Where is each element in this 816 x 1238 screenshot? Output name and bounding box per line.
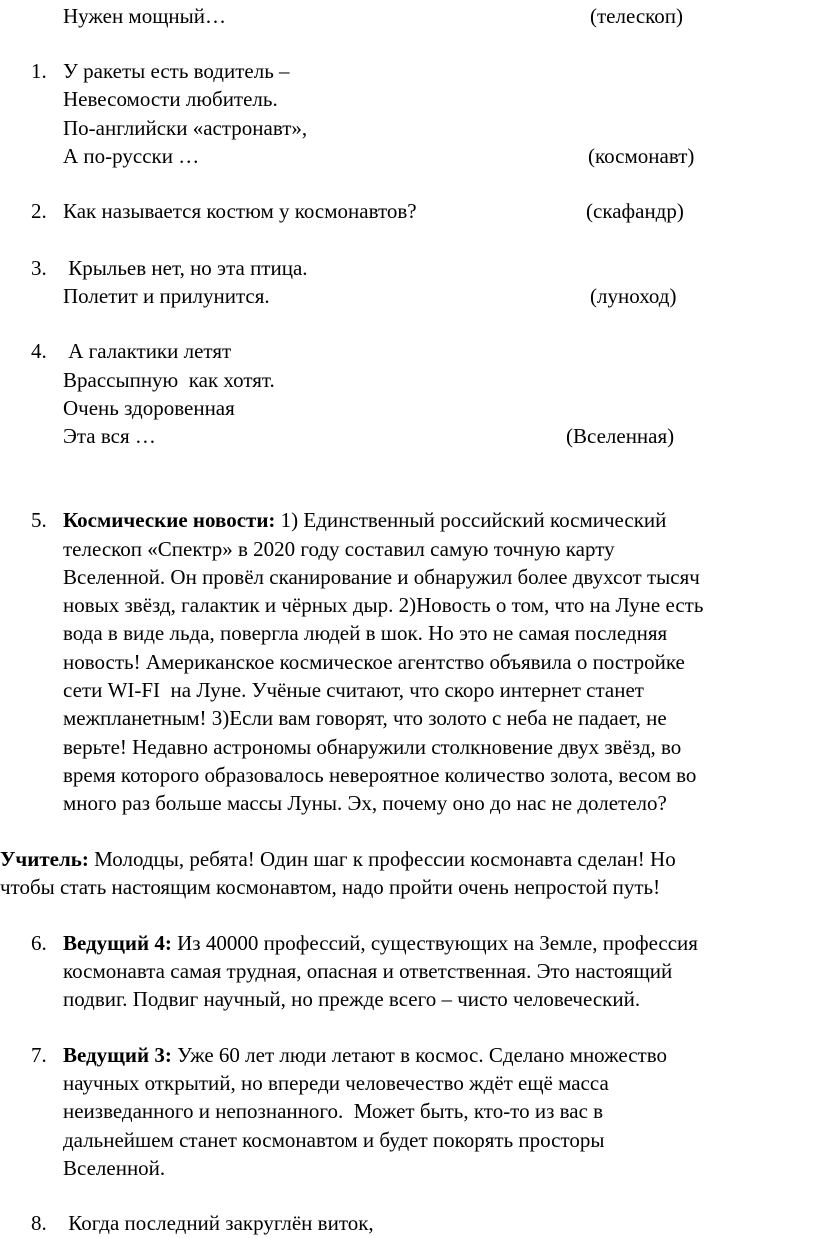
news-line: телескоп «Спектр» в 2020 году составил самую точную карту (63, 537, 615, 561)
news-text: 1) Единственный российский космический (275, 508, 667, 532)
news-number: 5. (31, 508, 47, 532)
news-line: сети WI-FI на Луне. Учёные считают, что скоро интернет станет (63, 678, 644, 702)
host3-line: неизведанного и непознанного. Может быть, кто-то из вас в (63, 1099, 604, 1123)
host4-line: космонавта самая трудная, опасная и ответственная. Это настоящий (63, 959, 673, 983)
host3-line: научных открытий, но впереди человечество ждёт ещё масса (63, 1071, 609, 1095)
riddle-4-line: Очень здоровенная (63, 396, 235, 420)
host3-number: 7. (31, 1043, 47, 1067)
news-line: много раз больше массы Луны. Эх, почему оно до нас не долетело? (63, 791, 667, 815)
host3-line: дальнейшем станет космонавтом и будет покорять просторы (63, 1128, 605, 1152)
news-title: Космические новости: (63, 508, 276, 532)
intro-answer: (телескоп) (590, 4, 684, 28)
news-line: время которого образовалось невероятное количество золота, весом во (63, 763, 697, 787)
riddle-3-line: Крыльев нет, но эта птица. (63, 256, 308, 280)
riddle-2-line: Как называется костюм у космонавтов? (63, 199, 417, 223)
riddle-3-line: Полетит и прилунится. (63, 284, 270, 308)
riddle-1-number: 1. (31, 59, 47, 83)
teacher-label: Учитель: (0, 847, 89, 871)
news-line (63, 506, 666, 534)
riddle-1-line: Невесомости любитель. (63, 87, 278, 111)
riddle-1-line: У ракеты есть водитель – (63, 59, 290, 83)
riddle-1-answer: (космонавт) (588, 144, 695, 168)
host4-line (63, 929, 698, 957)
news-line: вода в виде льда, повергла людей в шок. Но это не самая последняя (63, 621, 668, 645)
host4-number: 6. (31, 931, 47, 955)
news-line: Вселенной. Он провёл сканирование и обнаружил более двухсот тысяч (63, 565, 700, 589)
host4-line: подвиг. Подвиг научный, но прежде всего – чисто человеческий. (63, 987, 641, 1011)
intro-line: Нужен мощный… (63, 4, 226, 28)
teacher-line (0, 845, 676, 873)
riddle-4-answer: (Вселенная) (566, 424, 675, 448)
riddle-4-line: А галактики летят (63, 339, 232, 363)
riddle-1-line: По-английски «астронавт», (63, 116, 308, 140)
poem-number: 8. (31, 1211, 47, 1235)
poem-line: Когда последний закруглён виток, (63, 1211, 374, 1235)
riddle-1-line: А по-русски … (63, 144, 200, 168)
host4-text: Из 40000 профессий, существующих на Земле, профессия (171, 931, 698, 955)
riddle-3-answer: (луноход) (590, 284, 677, 308)
news-line: новость! Американское космическое агентство объявила о постройке (63, 650, 685, 674)
host3-label: Ведущий 3: (63, 1043, 172, 1067)
riddle-4-line: Врассыпную как хотят. (63, 368, 275, 392)
news-line: межпланетным! 3)Если вам говорят, что золото с неба не падает, не (63, 706, 667, 730)
riddle-4-line: Эта вся … (63, 424, 156, 448)
teacher-line: чтобы стать настоящим космонавтом, надо пройти очень непростой путь! (0, 875, 661, 899)
news-line: новых звёзд, галактик и чёрных дыр. 2)Новость о том, что на Луне есть (63, 593, 704, 617)
riddle-2-number: 2. (31, 199, 47, 223)
teacher-text: Молодцы, ребята! Один шаг к профессии космонавта сделан! Но (88, 847, 676, 871)
riddle-4-number: 4. (31, 339, 47, 363)
riddle-3-number: 3. (31, 256, 47, 280)
host3-line (63, 1041, 667, 1069)
riddle-2-answer: (скафандр) (586, 199, 684, 223)
host3-line: Вселенной. (63, 1156, 166, 1180)
host4-label: Ведущий 4: (63, 931, 172, 955)
host3-text: Уже 60 лет люди летают в космос. Сделано множество (171, 1043, 668, 1067)
news-line: верьте! Недавно астрономы обнаружили столкновение двух звёзд, во (63, 735, 682, 759)
